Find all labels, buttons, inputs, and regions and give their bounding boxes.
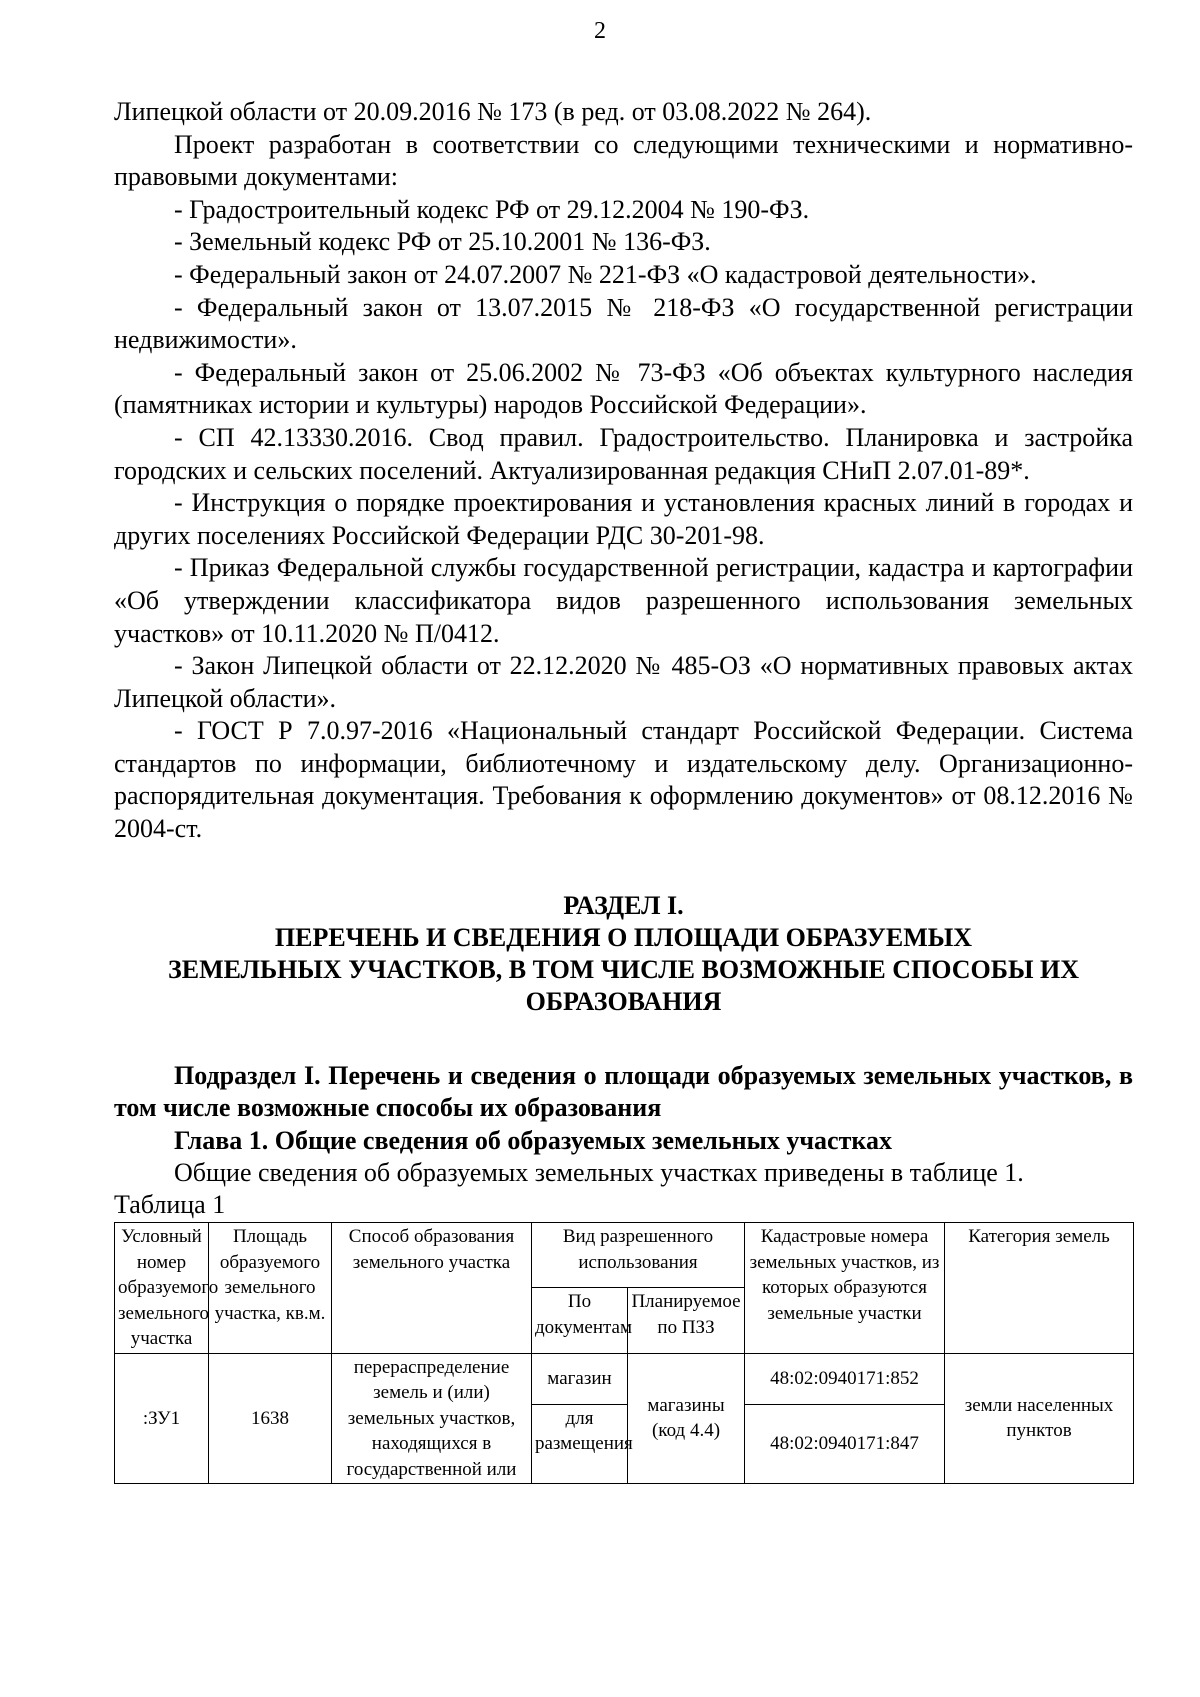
cell-area: 1638	[209, 1353, 332, 1484]
cell-method: перераспределение земель и (или) земельных участков, находящихся в государственной или	[332, 1353, 532, 1484]
chapter-title: Глава 1. Общие сведения об образуемых земельных участках	[174, 1125, 892, 1155]
table-row	[115, 1353, 1134, 1404]
section-title-line: ЗЕМЕЛЬНЫХ УЧАСТКОВ, В ТОМ ЧИСЛЕ ВОЗМОЖНЫЕ СПОСОБЫ ИХ	[168, 954, 1079, 984]
document-body	[114, 96, 1133, 1484]
section-title-line: ПЕРЕЧЕНЬ И СВЕДЕНИЯ О ПЛОЩАДИ ОБРАЗУЕМЫХ	[274, 922, 973, 952]
cell-number: :ЗУ1	[115, 1353, 209, 1484]
header-number: Условный номер образуемого земельного участка	[115, 1223, 209, 1354]
paragraph: - СП 42.13330.2016. Свод правил. Градостроительство. Планировка и застройка городских и сельских поселений. Актуализированная редакция СНиП 2.07.01-89*.	[114, 422, 1133, 485]
page-number: 2	[594, 18, 606, 44]
cell-by-documents: магазин	[532, 1353, 628, 1404]
header-planned-pzz: Планируемое по ПЗЗ	[628, 1288, 745, 1353]
header-cadastral: Кадастровые номера земельных участков, из которых образуются земельные участки	[745, 1223, 945, 1354]
paragraph: - Инструкция о порядке проектирования и установления красных линий в городах и других поселениях Российской Федерации РДС 30-201-98.	[114, 488, 1133, 550]
cell-cadastral: 48:02:0940171:847	[745, 1404, 945, 1484]
header-permitted-use: Вид разрешенного использования	[532, 1223, 745, 1288]
table-caption: Таблица 1	[114, 1190, 226, 1220]
paragraph: Проект разработан в соответствии со следующими техническими и нормативно-правовыми документами:	[114, 129, 1133, 192]
section-heading	[114, 890, 1133, 1018]
header-method: Способ образования земельного участка	[332, 1223, 532, 1354]
intro-paragraphs	[114, 96, 1133, 846]
header-by-documents: По документам	[532, 1288, 628, 1353]
paragraph: Липецкой области от 20.09.2016 № 173 (в ред. от 03.08.2022 № 264).	[114, 97, 872, 126]
paragraph: - Федеральный закон от 13.07.2015 № 218-ФЗ «О государственной регистрации недвижимости».	[114, 292, 1133, 355]
paragraph: - Градостроительный кодекс РФ от 29.12.2004 № 190-ФЗ.	[174, 194, 810, 224]
paragraph: - ГОСТ Р 7.0.97-2016 «Национальный стандарт Российской Федерации. Система стандартов по информации, библиотечному и издательскому делу. Организационно-распорядительная документация. Требования к оформлению документов» от 08.12.2016 № 2004-ст.	[114, 716, 1133, 844]
section-number: РАЗДЕЛ I.	[563, 890, 684, 920]
paragraph: - Федеральный закон от 25.06.2002 № 73-ФЗ «Об объектах культурного наследия (памятниках истории и культуры) народов Российской Федерации».	[114, 357, 1133, 420]
cell-planned-pzz: магазины (код 4.4)	[628, 1353, 745, 1484]
table-header-row	[115, 1223, 1134, 1288]
paragraph: - Закон Липецкой области от 22.12.2020 № 485-ОЗ «О нормативных правовых актах Липецкой области».	[114, 651, 1133, 713]
paragraph: - Земельный кодекс РФ от 25.10.2001 № 136-ФЗ.	[174, 227, 711, 257]
cell-by-documents: для размещения	[532, 1404, 628, 1484]
chapter-text: Общие сведения об образуемых земельных участках приведены в таблице 1.	[174, 1158, 1024, 1188]
subsection-title: Подраздел I. Перечень и сведения о площади образуемых земельных участков, в том числе возможные способы их образования	[114, 1060, 1133, 1123]
paragraph: - Приказ Федеральной службы государственной регистрации, кадастра и картографии «Об утверждении классификатора видов разрешенного использования земельных участков» от 10.11.2020 № П/0412.	[114, 553, 1133, 648]
header-category: Категория земель	[945, 1223, 1134, 1354]
cell-cadastral: 48:02:0940171:852	[745, 1353, 945, 1404]
section-title-line: ОБРАЗОВАНИЯ	[525, 986, 722, 1016]
header-area: Площадь образуемого земельного участка, кв.м.	[209, 1223, 332, 1354]
cell-category: земли населенных пунктов	[945, 1353, 1134, 1484]
land-plots-table	[114, 1222, 1134, 1484]
paragraph: - Федеральный закон от 24.07.2007 № 221-ФЗ «О кадастровой деятельности».	[174, 259, 1037, 289]
